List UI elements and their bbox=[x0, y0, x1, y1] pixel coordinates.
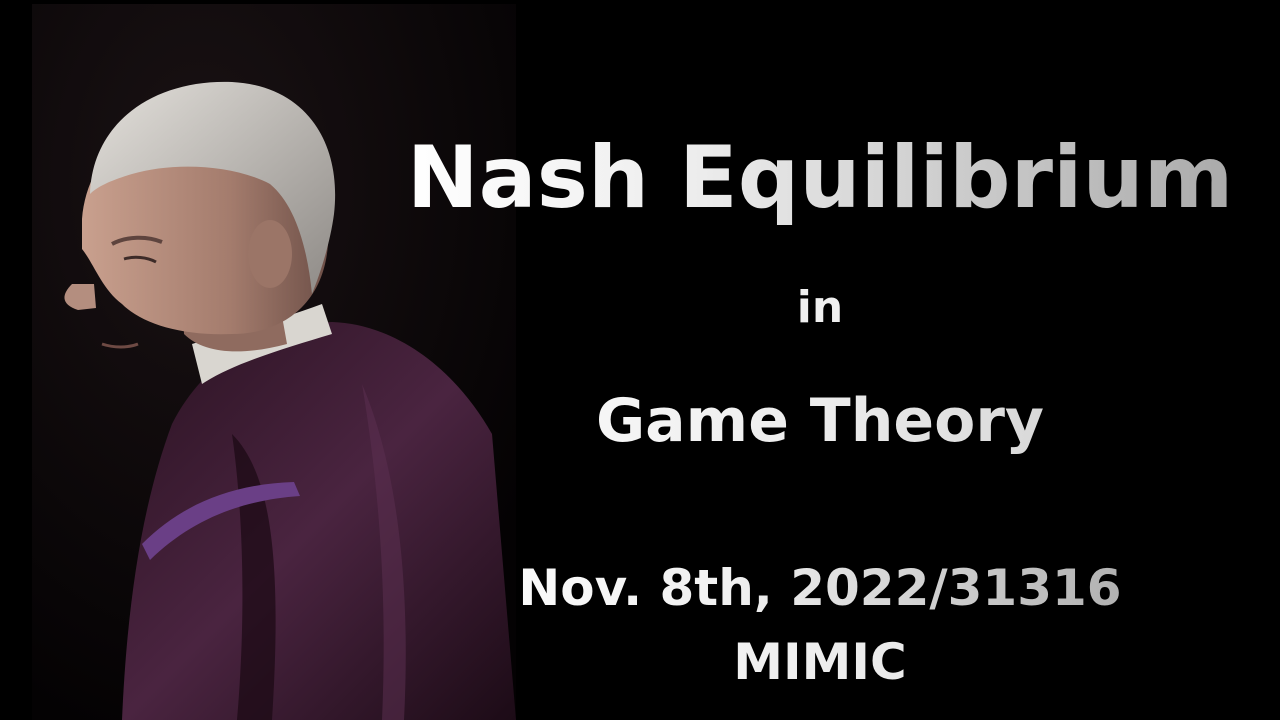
slide-title: Nash Equilibrium bbox=[400, 128, 1240, 228]
organization-name: MIMIC bbox=[400, 632, 1240, 692]
slide-subtitle: Game Theory bbox=[400, 385, 1240, 457]
title-connector: in bbox=[400, 280, 1240, 336]
presentation-date: Nov. 8th, 2022/31316 bbox=[400, 558, 1240, 618]
title-block bbox=[400, 0, 1240, 720]
